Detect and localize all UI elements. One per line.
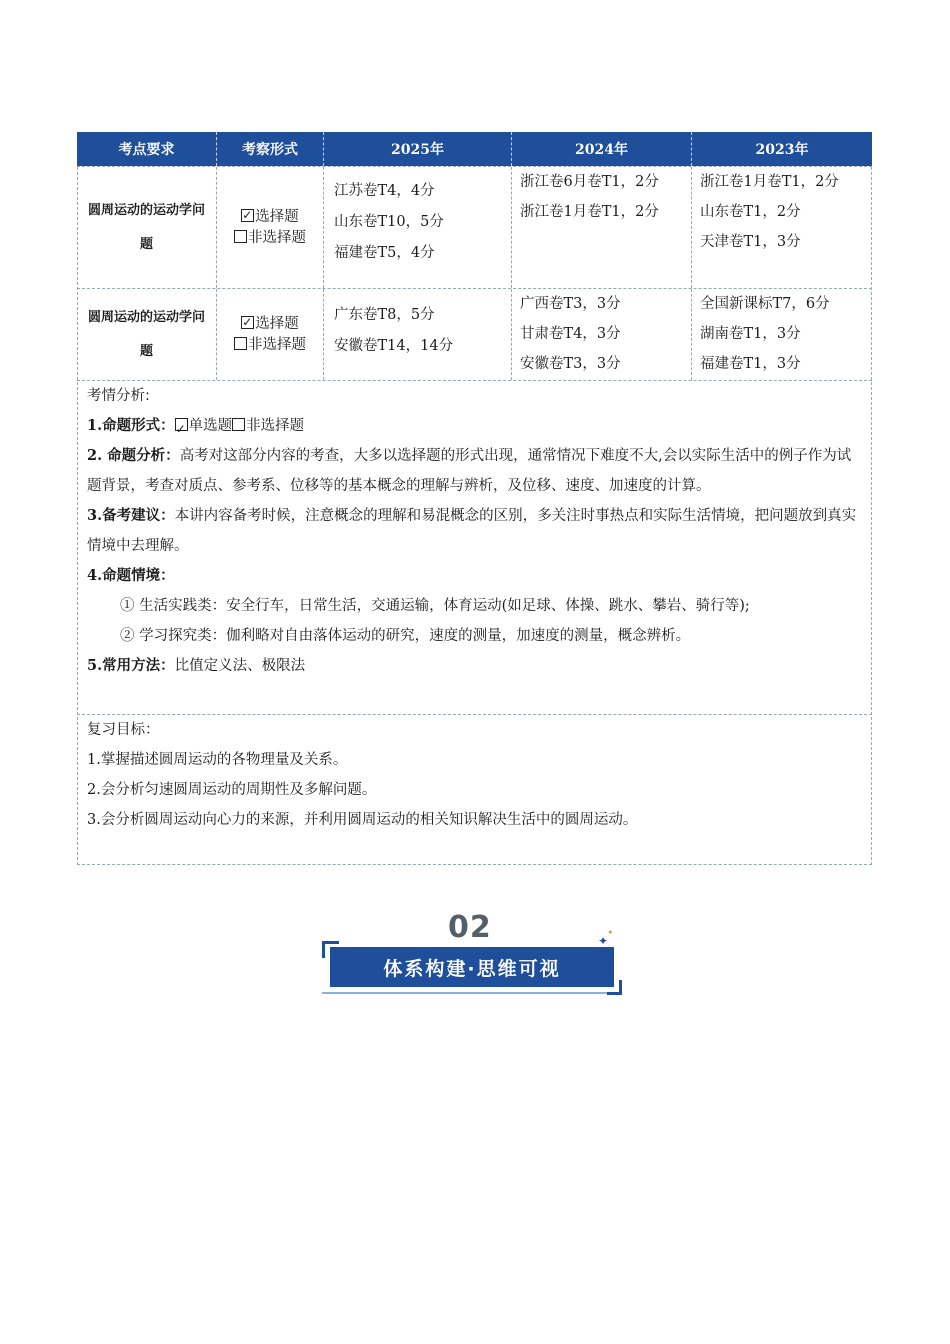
exam-entry: 浙江卷1月卷T1，2分 — [520, 204, 659, 220]
form-option: 选择题 — [255, 208, 299, 225]
exam-entry: 福建卷T1，3分 — [700, 356, 801, 372]
item-text: 比值定义法、极限法 — [174, 658, 306, 674]
header-2024: 2024年 — [512, 132, 692, 166]
goals-title: 复习目标： — [87, 722, 160, 738]
checked-box-icon — [241, 209, 254, 222]
exam-entry: 福建卷T5，4分 — [334, 245, 435, 261]
analysis-item-4a: ① 生活实践类：安全行车，日常生活，交通运输，体育运动(如足球、体操、跳水、攀岩、骑行等); — [120, 598, 750, 614]
sparkle-icon: ✦ — [598, 934, 609, 948]
table-row — [77, 166, 872, 288]
form-option: 非选择题 — [248, 336, 306, 353]
table-header — [77, 132, 872, 166]
year-2023-cell — [692, 167, 872, 288]
goal-item: 2.会分析匀速圆周运动的周期性及多解问题。 — [87, 782, 377, 798]
item-label: 5.常用方法： — [87, 657, 175, 674]
sparkle-icon: ✦ — [607, 928, 614, 937]
item-label: 1.命题形式： — [87, 417, 175, 434]
goal-item: 1.掌握描述圆周运动的各物理量及关系。 — [87, 752, 348, 768]
item-text: 高考对这部分内容的考查，大多以选择题的形式出现，通常情况下难度不大,会以实际生活中的例子作为试题背景，考查对质点、参考系、位移等的基本概念的理解与辨析，及位移、速度、加速度的计算。 — [87, 448, 852, 494]
exam-entry: 广西卷T3，3分 — [520, 296, 621, 312]
goals-section — [77, 714, 872, 835]
exam-entry: 山东卷T10，5分 — [334, 214, 444, 230]
exam-entry: 广东卷T8，5分 — [334, 307, 435, 323]
topic-cell: 圆周运动的运动学问题 — [77, 167, 217, 288]
unchecked-box-icon — [234, 337, 247, 350]
checked-box-icon — [241, 316, 254, 329]
year-2024-cell — [512, 167, 692, 288]
year-2025-cell — [324, 289, 512, 380]
form-option: 非选择题 — [248, 229, 306, 246]
form-option: 选择题 — [255, 315, 299, 332]
table-row — [77, 288, 872, 380]
goal-item: 3.会分析圆周运动向心力的来源，并利用圆周运动的相关知识解决生活中的圆周运动。 — [87, 812, 638, 828]
exam-entry: 浙江卷1月卷T1，2分 — [700, 174, 839, 190]
year-2023-cell — [692, 289, 872, 380]
year-2024-cell — [512, 289, 692, 380]
header-form: 考察形式 — [217, 132, 324, 166]
header-2025: 2025年 — [324, 132, 512, 166]
header-topic: 考点要求 — [77, 132, 217, 166]
analysis-item-5 — [87, 651, 862, 681]
analysis-item-4-label: 4.命题情境： — [87, 567, 175, 584]
checked-box-icon — [175, 418, 188, 431]
exam-entry: 全国新课标T7，6分 — [700, 296, 830, 312]
form-cell — [217, 167, 324, 288]
analysis-item-4b: ② 学习探究类：伽利略对自由落体运动的研究，速度的测量，加速度的测量，概念辨析。 — [120, 628, 691, 644]
exam-entry: 安徽卷T3，3分 — [520, 356, 621, 372]
item-text: 单选题 — [188, 418, 233, 434]
item-label: 2. 命题分析： — [87, 447, 180, 464]
exam-entry: 安徽卷T14，14分 — [334, 338, 454, 354]
year-2025-cell — [324, 167, 512, 288]
exam-entry: 山东卷T1，2分 — [700, 204, 801, 220]
topic-cell: 圆周运动的运动学问题 — [77, 289, 217, 380]
analysis-item-1 — [87, 411, 862, 441]
item-text: 非选择题 — [246, 418, 305, 434]
unchecked-box-icon — [234, 230, 247, 243]
analysis-item-3 — [87, 501, 862, 561]
section-title-banner: 体系构建·思维可视 — [330, 947, 614, 987]
item-label: 3.备考建议： — [87, 507, 175, 524]
analysis-item-2 — [87, 441, 862, 501]
unchecked-box-icon — [232, 418, 245, 431]
header-2023: 2023年 — [755, 142, 809, 158]
form-cell — [217, 289, 324, 380]
exam-entry: 浙江卷6月卷T1，2分 — [520, 174, 659, 190]
analysis-title: 考情分析: — [87, 388, 150, 404]
analysis-section — [77, 380, 872, 681]
exam-entry: 江苏卷T4，4分 — [334, 183, 435, 199]
exam-entry: 湖南卷T1，3分 — [700, 326, 801, 342]
exam-entry: 天津卷T1，3分 — [700, 234, 801, 250]
section-number: 02 — [448, 910, 492, 945]
exam-entry: 甘肃卷T4，3分 — [520, 326, 621, 342]
item-text: 本讲内容备考时候，注意概念的理解和易混概念的区别，多关注时事热点和实际生活情境，把问题放到真实情境中去理解。 — [87, 508, 857, 554]
